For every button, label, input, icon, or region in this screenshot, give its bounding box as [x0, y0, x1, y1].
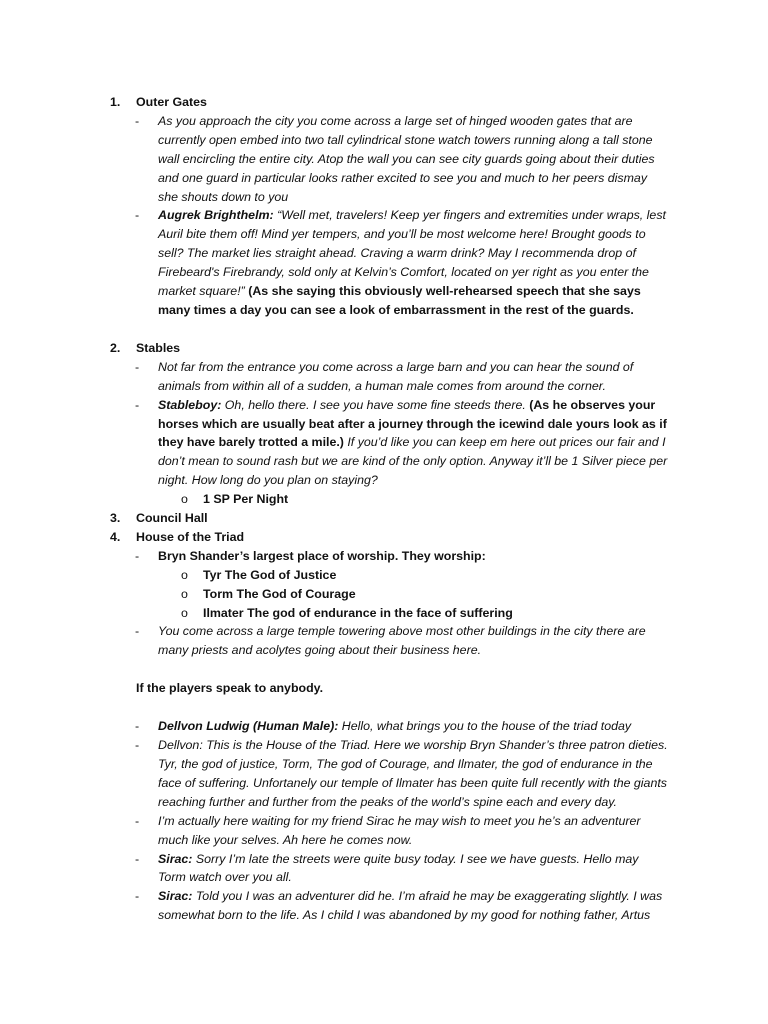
- stage-note: (As she saying this obviously well-rehearsed speech that she says many times a day you can see a look of embarrassment in the rest of the guards.: [158, 284, 641, 317]
- dialogue-text: “Well met, travelers! Keep yer fingers and extremities under wraps, lest Auril bite them off! Mind yer tempers, and you’ll be most welcome here! Brought goods to sell? The market lies straight ahead. Craving a warm drink? May I recommenda drop of Firebeard's Firebrandy, sold only at Kelvin’s Comfort, located on yer right as you enter the market square!”: [158, 208, 666, 299]
- section-title: House of the Triad: [136, 529, 245, 544]
- dash-bullet: -: [135, 113, 140, 128]
- dialogue-text: Dellvon: This is the House of the Triad. Here we worship Bryn Shander’s three patron dieties. Tyr, the god of justice, Torm, The god of Courage, and Ilmater, the god of endurance in the face of suffering. Unfortanely our temple of Ilmater has been quite full recently with the giants reaching further and further from the peaks of the world’s spine each and every day.: [158, 738, 668, 809]
- narration-text: As you approach the city you come across a large set of hinged wooden gates that are currently open embed into two tall cylindrical stone watch towers running along a tall stone wall encircling the entire city. Atop the wall you can see city guards going about their duties and one guard in particular looks rather excited to see you and much to her peers dismay she shouts down to you: [158, 113, 655, 204]
- section-number: 4.: [110, 529, 121, 544]
- dialogue-text: Hello, what brings you to the house of the triad today: [338, 719, 632, 734]
- list-item: [0, 112, 768, 207]
- section-title: Council Hall: [136, 511, 208, 526]
- list-item: [0, 396, 768, 491]
- list-item: [0, 717, 768, 736]
- sub-list-item: [0, 585, 768, 604]
- list-item: [0, 850, 768, 888]
- dialogue-text: Told you I was an adventurer did he. I’m afraid he may be exaggerating slightly. I was somewhat born to the life. As I child I was abandoned by my good for nothing father, Artus: [158, 889, 663, 923]
- speaker-name: Augrek Brighthelm:: [158, 208, 274, 223]
- dash-bullet: -: [135, 738, 140, 753]
- speaker-name: Dellvon Ludwig (Human Male):: [158, 719, 339, 734]
- dash-bullet: -: [135, 889, 140, 904]
- dialogue-text: I’m actually here waiting for my friend Sirac he may wish to meet you he’s an adventurer much like your selves. Ah here he comes now.: [158, 813, 641, 847]
- stage-note: (As he observes your horses which are usually beat after a journey through the icewind dale yours look as if they have barely trotted a mile.): [158, 397, 667, 450]
- section-heading-house-of-the-triad: [0, 528, 768, 547]
- subheading: If the players speak to anybody.: [136, 681, 324, 696]
- narration-text: You come across a large temple towering above most other buildings in the city there are many priests and acolytes going about their business here.: [158, 624, 646, 658]
- dash-bullet: -: [135, 359, 140, 374]
- sub-list-item: [0, 604, 768, 623]
- section-heading-stables: [0, 339, 768, 358]
- list-item: [0, 887, 768, 925]
- section-number: 3.: [110, 511, 121, 526]
- list-item: [0, 206, 768, 319]
- list-item: [0, 622, 768, 660]
- speaker-name: Sirac:: [158, 851, 193, 866]
- god-name: Tyr The God of Justice: [203, 567, 337, 582]
- sub-list-item: [0, 490, 768, 509]
- circle-bullet: o: [181, 586, 188, 601]
- list-item: [0, 812, 768, 850]
- dialogue-text: If you’d like you can keep em here out prices our fair and I don’t mean to sound rash but we are kind of the only option. Anyway it’ll be 1 Silver piece per night. How long do you plan on staying?: [158, 435, 668, 488]
- sub-list-item: [0, 566, 768, 585]
- worship-text: Bryn Shander’s largest place of worship. They worship:: [158, 548, 486, 563]
- section-title: Stables: [136, 340, 181, 355]
- spacer: [0, 320, 768, 339]
- dash-bullet: -: [135, 548, 140, 563]
- section-title: Outer Gates: [136, 95, 207, 109]
- circle-bullet: o: [181, 492, 188, 507]
- section-number: 2.: [110, 340, 121, 355]
- section-heading-council-hall: [0, 509, 768, 528]
- god-name: Ilmater The god of endurance in the face of suffering: [203, 605, 513, 620]
- price-text: 1 SP Per Night: [203, 492, 289, 507]
- dialogue-text: Oh, hello there. I see you have some fine steeds there.: [221, 397, 530, 412]
- dash-bullet: -: [135, 719, 140, 734]
- list-item: [0, 358, 768, 396]
- section-number: 1.: [110, 95, 121, 109]
- spacer: [0, 660, 768, 679]
- speaker-name: Stableboy:: [158, 397, 222, 412]
- dash-bullet: -: [135, 397, 140, 412]
- list-item: [0, 547, 768, 566]
- circle-bullet: o: [181, 605, 188, 620]
- circle-bullet: o: [181, 567, 188, 582]
- section-heading-outer-gates: [0, 93, 768, 112]
- dialogue-text: Sorry I’m late the streets were quite busy today. I see we have guests. Hello may Torm watch over you all.: [158, 851, 639, 885]
- speaker-name: Sirac:: [158, 889, 193, 904]
- narration-text: Not far from the entrance you come across a large barn and you can hear the sound of animals from within all of a sudden, a human male comes from around the corner.: [158, 359, 634, 393]
- dash-bullet: -: [135, 851, 140, 866]
- dash-bullet: -: [135, 813, 140, 828]
- spacer: [0, 698, 768, 717]
- dash-bullet: -: [135, 208, 140, 223]
- list-item: [0, 736, 768, 812]
- god-name: Torm The God of Courage: [203, 586, 356, 601]
- dash-bullet: -: [135, 624, 140, 639]
- document-body: [0, 93, 768, 925]
